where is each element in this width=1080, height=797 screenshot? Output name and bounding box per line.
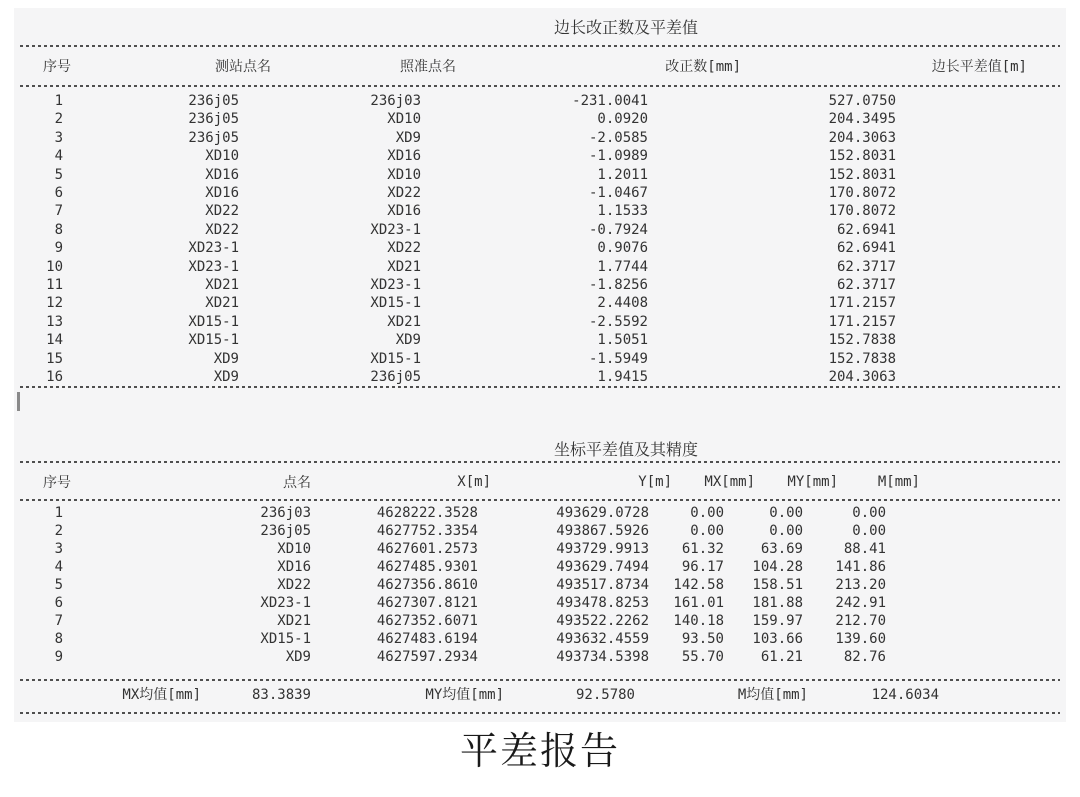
table-row [14,202,903,220]
cell-point: 236j05 [260,523,311,539]
cell-correction: -2.0585 [588,129,648,146]
cell-my: 61.21 [760,649,803,665]
cell-m: 213.20 [835,577,886,593]
cell-station: XD16 [205,185,239,202]
cell-m: 242.91 [835,595,886,611]
cell-target: XD10 [387,166,421,183]
cell-x: 4628222.3528 [376,505,478,521]
cell-correction: 1.7744 [597,258,648,275]
cell-y: 493729.9913 [556,541,649,557]
cell-index: 9 [54,649,63,665]
cell-station: XD23-1 [188,258,239,275]
table-row [14,504,893,522]
col-header-point: 点名 [283,475,311,491]
cell-adjusted-length: 62.3717 [836,277,896,294]
table-row [14,276,903,294]
cell-index: 6 [54,595,63,611]
cell-index: 1 [54,93,63,109]
cell-correction: 1.1533 [597,203,648,220]
cell-station: XD22 [205,221,239,238]
m-mean-label: M均值[mm] [737,687,808,703]
cell-y: 493522.2262 [556,613,649,629]
cell-y: 493734.5398 [556,649,649,665]
cell-station: XD21 [205,277,239,294]
separator-line [20,679,1060,681]
cell-index: 5 [54,577,63,593]
report-title: 平差报告 [459,729,620,773]
cell-x: 4627752.3354 [376,523,478,539]
cell-adjusted-length: 527.0750 [828,93,896,109]
cell-x: 4627601.2573 [376,541,478,557]
cell-index: 10 [46,258,63,275]
cell-adjusted-length: 204.3495 [828,111,896,128]
coord-table-body [14,504,893,666]
cell-index: 5 [54,166,63,183]
cell-target: XD22 [387,240,421,257]
cell-x: 4627597.2934 [376,649,478,665]
coord-table-header [14,469,920,495]
cell-m: 88.41 [843,541,886,557]
cell-adjusted-length: 171.2157 [828,295,896,312]
table2-title: 坐标平差值及其精度 [553,440,698,459]
cell-station: XD9 [213,350,239,367]
edge-table-header [14,53,1027,79]
cell-mx: 96.17 [681,559,724,575]
report-text-area[interactable] [14,8,1066,722]
cell-target: XD21 [387,258,421,275]
table-row [14,522,893,540]
cell-index: 15 [46,350,63,367]
table-row [14,612,893,630]
cell-correction: 1.5051 [597,332,648,349]
col-header-correction: 改正数[mm] [665,59,741,75]
cell-adjusted-length: 204.3063 [828,129,896,146]
separator-line [20,712,1060,714]
cell-index: 2 [54,523,63,539]
cell-point: 236j03 [260,505,311,521]
cell-correction: -2.5592 [588,313,648,330]
cell-station: XD15-1 [188,332,239,349]
cell-adjusted-length: 152.8031 [828,166,896,183]
cell-adjusted-length: 62.6941 [836,221,896,238]
col-header-index: 序号 [43,59,71,75]
cell-target: XD9 [395,332,421,349]
cell-station: XD21 [205,295,239,312]
cell-correction: -1.0989 [588,148,648,165]
my-mean-label: MY均值[mm] [425,687,504,703]
cell-adjusted-length: 152.7838 [828,332,896,349]
cell-my: 0.00 [769,523,803,539]
col-header-x: X[m] [457,474,491,490]
col-header-y: Y[m] [638,474,672,490]
cell-index: 2 [54,111,63,128]
my-mean-value: 92.5780 [575,687,635,703]
cell-adjusted-length: 204.3063 [828,369,896,386]
separator-line [20,85,1060,87]
table-row [14,110,903,128]
cell-index: 11 [46,277,63,294]
separator-line [20,386,1060,388]
cell-station: XD22 [205,203,239,220]
col-header-m: M[mm] [877,474,920,490]
cell-y: 493517.8734 [556,577,649,593]
table-row [14,92,903,110]
table-row [14,313,903,331]
cell-correction: 0.0920 [597,111,648,128]
col-header-adjusted-length: 边长平差值[m] [931,59,1027,75]
cell-correction: 1.2011 [597,166,648,183]
cell-station: 236j05 [188,111,239,128]
cell-index: 7 [54,203,63,220]
cell-target: XD21 [387,313,421,330]
cell-y: 493629.7494 [556,559,649,575]
cell-my: 104.28 [752,559,803,575]
cell-x: 4627483.6194 [376,631,478,647]
cell-target: XD16 [387,148,421,165]
cell-index: 7 [54,613,63,629]
cell-point: XD16 [277,559,311,575]
table-row [14,221,903,239]
cell-target: 236j05 [370,369,421,386]
cell-my: 63.69 [760,541,803,557]
table-row [14,239,903,257]
cell-target: 236j03 [370,93,421,109]
cell-point: XD21 [277,613,311,629]
separator-line [20,461,1060,463]
separator-line [20,499,1060,501]
cell-mx: 93.50 [681,631,724,647]
cell-index: 13 [46,313,63,330]
cell-correction: -1.0467 [588,185,648,202]
table-row [14,648,893,666]
table-row [14,147,903,165]
cell-mx: 55.70 [681,649,724,665]
table-row [14,129,903,147]
cell-index: 4 [54,559,63,575]
cell-target: XD9 [395,129,421,146]
cell-correction: 2.4408 [597,295,648,312]
cell-index: 3 [54,129,63,146]
cell-station: XD9 [213,369,239,386]
cell-y: 493632.4559 [556,631,649,647]
table-row [14,258,903,276]
cell-adjusted-length: 62.3717 [836,258,896,275]
table-row [14,576,893,594]
table-row [14,350,903,368]
cell-station: 236j05 [188,93,239,109]
cell-index: 3 [54,541,63,557]
col-header-station: 测站点名 [215,59,271,75]
cell-index: 9 [54,240,63,257]
cell-target: XD15-1 [370,295,421,312]
cell-mx: 0.00 [690,523,724,539]
col-header-mx: MX[mm] [704,474,755,490]
cell-index: 12 [46,295,63,312]
cell-correction: -1.8256 [588,277,648,294]
cell-m: 0.00 [852,523,886,539]
cell-point: XD9 [285,649,311,665]
edge-table-header-row [14,53,903,79]
edge-table-body [14,92,903,387]
cell-mx: 161.01 [673,595,724,611]
cell-adjusted-length: 152.7838 [828,350,896,367]
text-cursor [17,392,20,411]
table-row [14,594,893,612]
mean-values-row [14,682,1066,708]
cell-y: 493867.5926 [556,523,649,539]
cell-correction: 1.9415 [597,369,648,386]
cell-m: 141.86 [835,559,886,575]
edge-correction-table [14,92,903,387]
cell-index: 4 [54,148,63,165]
cell-m: 0.00 [852,505,886,521]
cell-index: 1 [54,505,63,521]
cell-x: 4627307.8121 [376,595,478,611]
cell-adjusted-length: 170.8072 [828,203,896,220]
table-row [14,368,903,386]
cell-station: XD10 [205,148,239,165]
cell-my: 181.88 [752,595,803,611]
cell-my: 103.66 [752,631,803,647]
mx-mean-value: 83.3839 [251,687,311,703]
cell-target: XD23-1 [370,221,421,238]
cell-correction: -231.0041 [572,93,648,109]
cell-station: XD15-1 [188,313,239,330]
cell-point: XD22 [277,577,311,593]
table-row [14,184,903,202]
coord-table-header-row [14,469,893,495]
cell-index: 8 [54,221,63,238]
cell-mx: 0.00 [690,505,724,521]
cell-adjusted-length: 171.2157 [828,313,896,330]
cell-my: 158.51 [752,577,803,593]
cell-my: 159.97 [752,613,803,629]
cell-target: XD10 [387,111,421,128]
table-row [14,331,903,349]
table-row [14,558,893,576]
cell-target: XD23-1 [370,277,421,294]
cell-correction: 0.9076 [597,240,648,257]
cell-target: XD15-1 [370,350,421,367]
cell-adjusted-length: 152.8031 [828,148,896,165]
table-row [14,630,893,648]
cell-correction: -1.5949 [588,350,648,367]
coordinate-table [14,504,893,666]
m-mean-value: 124.6034 [871,687,939,703]
cell-index: 14 [46,332,63,349]
cell-x: 4627352.6071 [376,613,478,629]
cell-y: 493478.8253 [556,595,649,611]
table1-title: 边长改正数及平差值 [553,18,698,37]
cell-x: 4627485.9301 [376,559,478,575]
cell-index: 16 [46,369,63,386]
cell-index: 6 [54,185,63,202]
cell-station: XD16 [205,166,239,183]
cell-station: XD23-1 [188,240,239,257]
cell-mx: 61.32 [681,541,724,557]
col-header-my: MY[mm] [787,474,838,490]
cell-point: XD23-1 [260,595,311,611]
cell-station: 236j05 [188,129,239,146]
cell-m: 82.76 [843,649,886,665]
cell-m: 139.60 [835,631,886,647]
table-row [14,540,893,558]
col-header-target: 照准点名 [400,59,456,75]
cell-index: 8 [54,631,63,647]
cell-adjusted-length: 62.6941 [836,240,896,257]
cell-point: XD10 [277,541,311,557]
cell-y: 493629.0728 [556,505,649,521]
cell-my: 0.00 [769,505,803,521]
mx-mean-label: MX均值[mm] [122,687,201,703]
cell-adjusted-length: 170.8072 [828,185,896,202]
cell-target: XD22 [387,185,421,202]
cell-x: 4627356.8610 [376,577,478,593]
cell-point: XD15-1 [260,631,311,647]
cell-target: XD16 [387,203,421,220]
cell-mx: 142.58 [673,577,724,593]
separator-line [20,45,1060,47]
cell-correction: -0.7924 [588,221,648,238]
cell-mx: 140.18 [673,613,724,629]
table-row [14,166,903,184]
cell-m: 212.70 [835,613,886,629]
table-row [14,294,903,312]
col-header-index: 序号 [43,475,71,491]
